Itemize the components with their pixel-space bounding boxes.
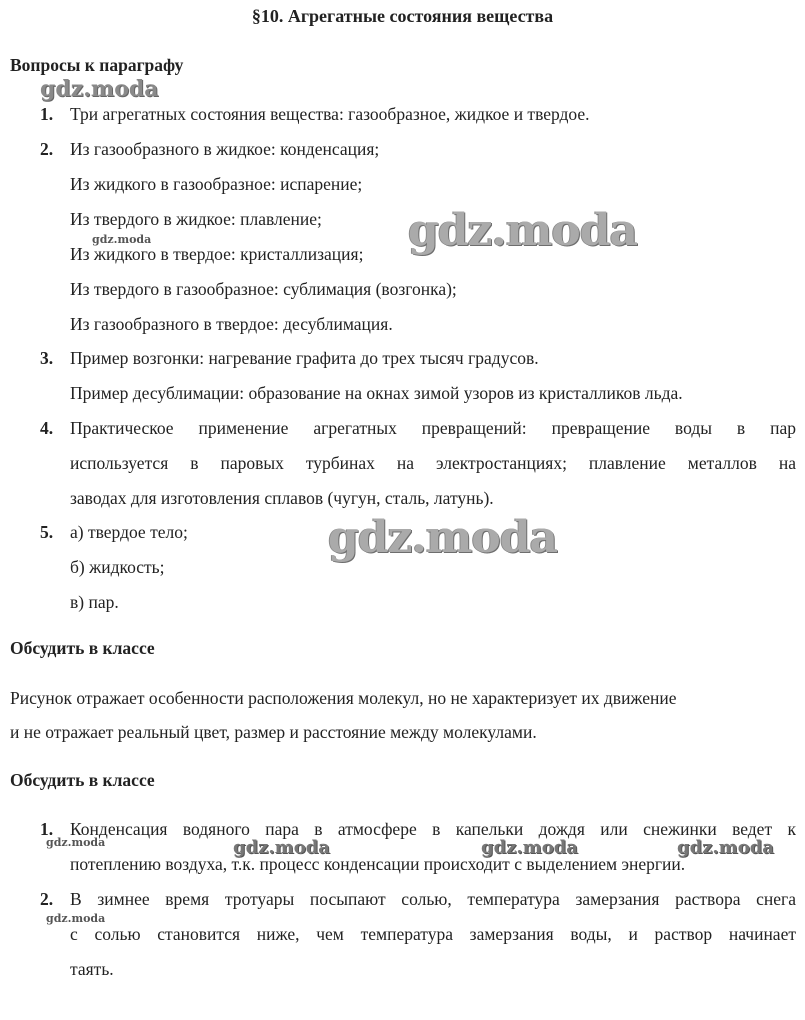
answer-line: Практическое применение агрегатных превращений: превращение воды в пар (70, 418, 796, 438)
item-number: 3. (40, 348, 54, 368)
paragraph-line: Рисунок отражает особенности расположения молекул, но не характеризует их движение (10, 688, 677, 708)
answer-line: Из твердого в газообразное: сублимация (возгонка); (70, 279, 457, 299)
answer-line: Три агрегатных состояния вещества: газообразное, жидкое и твердое. (70, 104, 590, 124)
item-number: 2. (40, 139, 54, 159)
answer-line: используется в паровых турбинах на электростанциях; плавление металлов на (70, 453, 796, 473)
answer-line: Из газообразного в твердое: десублимация. (70, 314, 393, 334)
answer-line: в) пар. (70, 592, 119, 612)
watermark: gdz.moda (92, 233, 152, 246)
section-heading-discuss-2: Обсудить в классе (10, 770, 155, 790)
answer-line: В зимнее время тротуары посыпают солью, температура замерзания раствора снега (70, 889, 796, 909)
answer-line: Пример десублимации: образование на окнах зимой узоров из кристалликов льда. (70, 383, 683, 403)
paragraph-line: и не отражает реальный цвет, размер и расстояние между молекулами. (10, 722, 537, 742)
answer-line: потеплению воздуха, т.к. процесс конденсации происходит с выделением энергии. (70, 854, 686, 874)
watermark: gdz.moda (233, 837, 330, 858)
item-number: 1. (40, 819, 54, 839)
answer-line: б) жидкость; (70, 557, 165, 577)
item-number: 2. (40, 889, 54, 909)
answer-line: Из жидкого в газообразное: испарение; (70, 174, 363, 194)
answer-line: таять. (70, 959, 114, 979)
watermark: gdz.moda (481, 837, 578, 858)
page-title: §10. Агрегатные состояния вещества (251, 6, 554, 26)
answer-line: а) твердое тело; (70, 522, 188, 542)
item-number: 1. (40, 104, 54, 124)
item-number: 4. (40, 418, 54, 438)
answer-line: с солью становится ниже, чем температура замерзания воды, и раствор начинает (70, 924, 796, 944)
answer-line: Пример возгонки: нагревание графита до трех тысяч градусов. (70, 348, 539, 368)
answer-line: Из газообразного в жидкое: конденсация; (70, 139, 380, 159)
watermark: gdz.moda (677, 837, 774, 858)
watermark: gdz.moda (328, 512, 558, 563)
item-number: 5. (40, 522, 54, 542)
section-heading-questions: Вопросы к параграфу (10, 55, 184, 75)
answer-line: Из жидкого в твердое: кристаллизация; (70, 244, 364, 264)
section-heading-discuss: Обсудить в классе (10, 638, 155, 658)
watermark: gdz.moda (408, 205, 638, 256)
watermark: gdz.moda (46, 912, 106, 925)
watermark: gdz.moda (40, 76, 159, 102)
answer-line: Из твердого в жидкое: плавление; (70, 209, 322, 229)
answer-line: заводах для изготовления сплавов (чугун, сталь, латунь). (70, 488, 494, 508)
watermark: gdz.moda (46, 836, 106, 849)
answer-line: Конденсация водяного пара в атмосфере в капельки дождя или снежинки ведет к (70, 819, 796, 839)
